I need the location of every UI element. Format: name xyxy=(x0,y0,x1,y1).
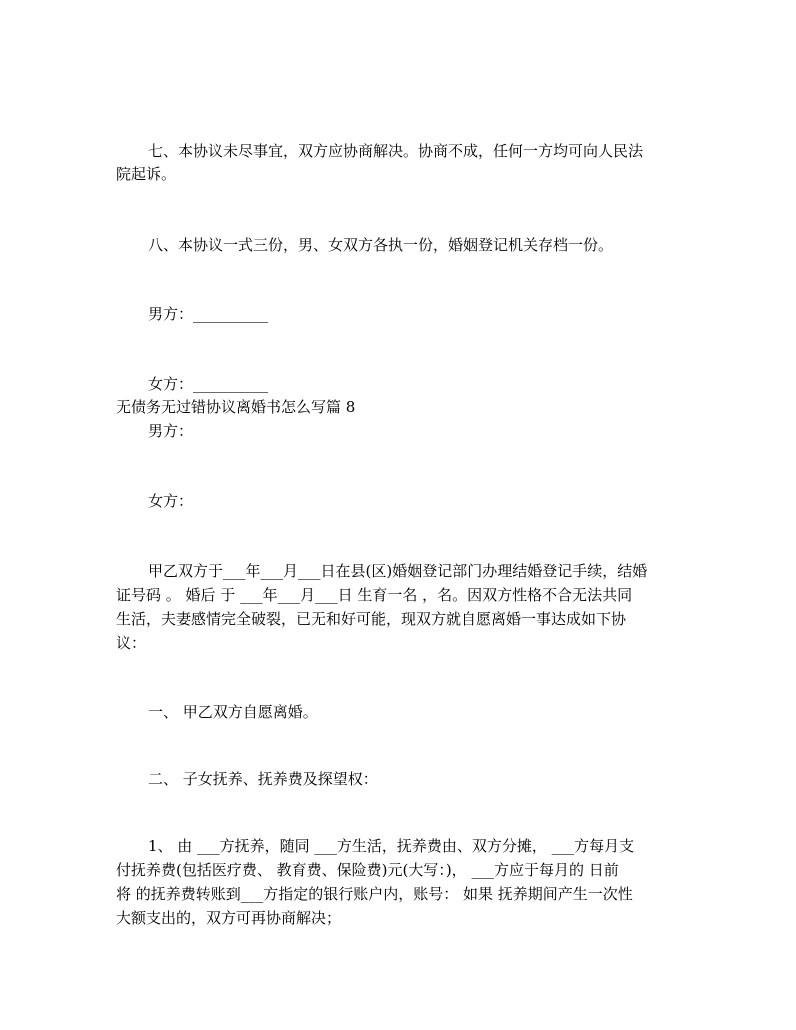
signature-female: 女方：__________ xyxy=(148,375,269,393)
item-2: 二、 子女抚养、抚养费及探望权： xyxy=(148,770,378,788)
clause-8: 八、本协议一式三份，男、女双方各执一份，婚姻登记机关存档一份。 xyxy=(148,236,614,254)
item-1: 一、 甲乙双方自愿离婚。 xyxy=(148,703,318,721)
intro-line-3: 生活，夫妻感情完全破裂，已无和好可能，现双方就自愿离婚一事达成如下协 xyxy=(116,610,627,628)
sub-item-1-line-1: 1、 由 ___方抚养，随同 ___方生活，抚养费由、双方分摊， ___方每月支 xyxy=(148,837,635,855)
intro-line-4: 议： xyxy=(116,634,147,652)
female-label: 女方： xyxy=(148,492,194,510)
male-label: 男方： xyxy=(148,422,194,440)
sub-item-1-line-2: 付抚养费(包括医疗费、 教育费、保险费)元(大写：)， ___方应于每月的 日前 xyxy=(116,861,619,879)
sub-item-1-line-4: 大额支出的，双方可再协商解决； xyxy=(116,909,342,927)
signature-male: 男方：__________ xyxy=(148,305,269,323)
clause-7-line-1: 七、本协议未尽事宜，双方应协商解决。协商不成，任何一方均可向人民法 xyxy=(148,142,644,160)
section-title: 无债务无过错协议离婚书怎么写篇 8 xyxy=(116,398,356,416)
intro-line-2: 证号码 。 婚后 于 ___年___月___日 生育一名 ，名。因双方性格不合无法共同 xyxy=(116,586,633,604)
clause-7-line-2: 院起诉。 xyxy=(116,165,177,183)
sub-item-1-line-3: 将 的抚养费转账到___方指定的银行账户内，账号： 如果 抚养期间产生一次性 xyxy=(116,885,633,903)
intro-line-1: 甲乙双方于___年___月___日在县(区)婚姻登记部门办理结婚登记手续，结婚 xyxy=(148,562,648,580)
